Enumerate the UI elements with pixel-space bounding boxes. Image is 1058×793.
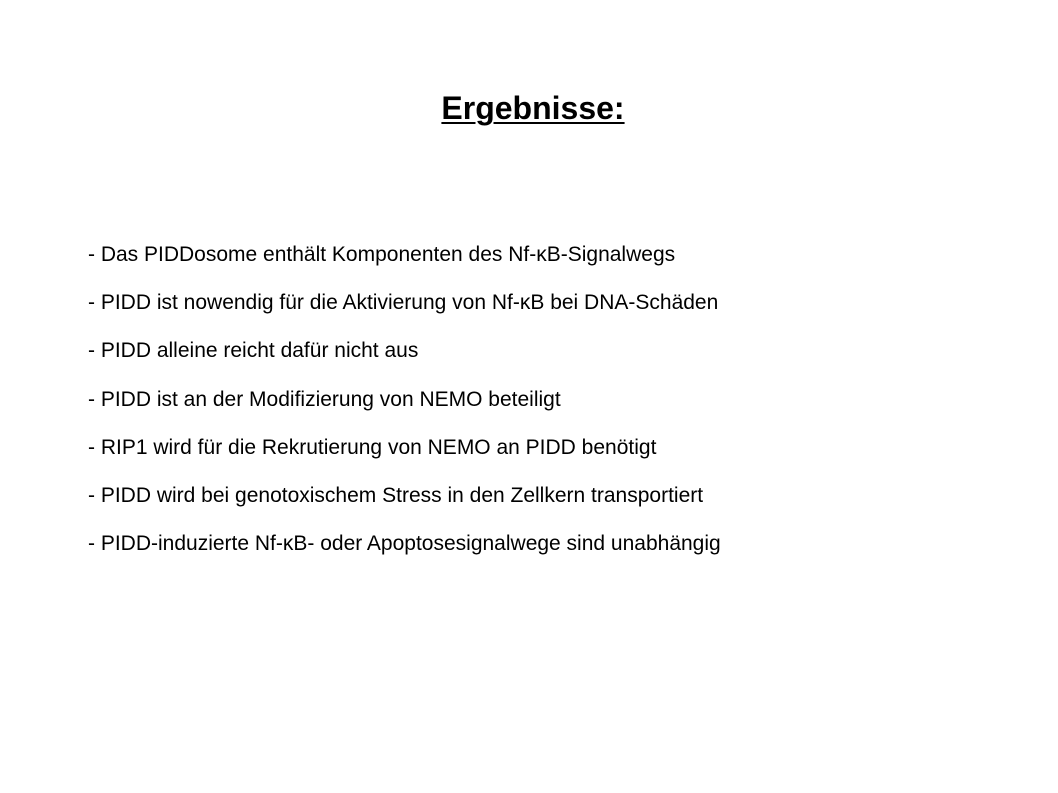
result-item: - Das PIDDosome enthält Komponenten des Nf-κB-Signalwegs [88, 243, 676, 266]
results-list [88, 243, 721, 556]
result-item: - PIDD wird bei genotoxischem Stress in den Zellkern transportiert [88, 483, 704, 507]
slide-title: Ergebnisse: [441, 90, 625, 126]
result-item: - PIDD ist an der Modifizierung von NEMO beteiligt [88, 387, 561, 411]
result-item: - PIDD ist nowendig für die Aktivierung von Nf-κB bei DNA-Schäden [88, 291, 719, 315]
result-item: - RIP1 wird für die Rekrutierung von NEMO an PIDD benötigt [88, 435, 657, 459]
result-item: - PIDD alleine reicht dafür nicht aus [88, 339, 419, 363]
result-item: - PIDD-induzierte Nf-κB- oder Apoptosesignalwege sind unabhängig [88, 532, 721, 556]
